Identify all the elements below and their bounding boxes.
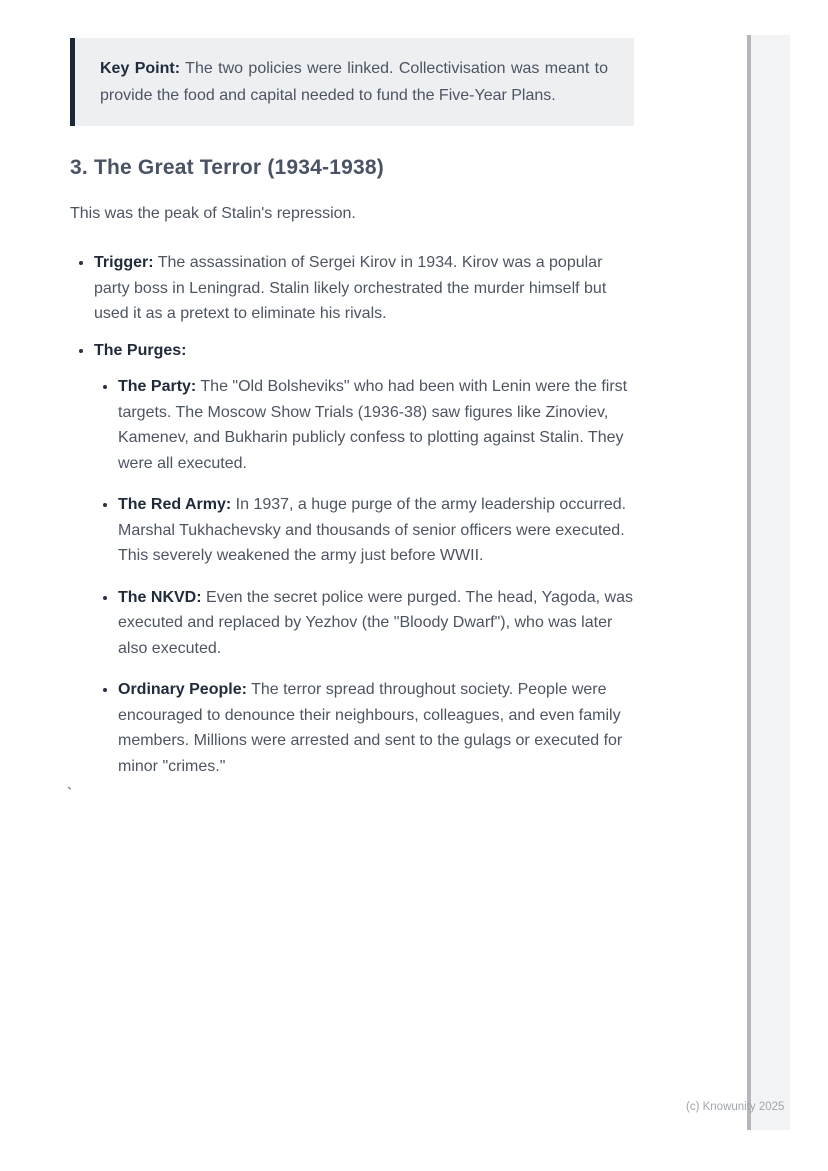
scrollbar[interactable] [747,35,751,1130]
list-item-trigger [94,250,634,327]
key-point-label: Key Point: [100,60,181,77]
list-item-text: In 1937, a huge purge of the army leadership occurred. Marshal Tukhachevsky and thousands of senior officers were executed. This severely weakened the army just before WWII. [118,496,627,564]
list-item-purges [94,338,634,780]
list-item-label: Ordinary People: [118,681,247,698]
list-item-nkvd [118,585,634,662]
list-item-text: Even the secret police were purged. The head, Yagoda, was executed and replaced by Yezhov (the "Bloody Dwarf"), who was later also executed. [118,588,633,657]
list-item-label: Trigger: [94,254,154,271]
document-content [70,38,634,795]
key-point-text: The two policies were linked. Collectivisation was meant to provide the food and capital needed to fund the Five-Year Plans. [100,60,609,104]
list-item-red-army [118,492,634,569]
key-point-callout [70,38,634,126]
stray-backtick-character: ` [67,786,73,803]
list-item-label: The Purges: [94,341,187,359]
intro-paragraph: This was the peak of Stalin's repression. [70,205,356,222]
nested-bullet-list [94,374,634,779]
list-item-label: The Party: [118,378,197,395]
list-item-text: The terror spread throughout society. People were encouraged to denounce their neighbours, colleagues, and even family members. Millions were arrested and sent to the gulags or executed for minor "crimes." [118,681,623,775]
section-heading: 3. The Great Terror (1934-1938) [70,156,384,179]
list-item-label: The NKVD: [118,588,202,606]
bullet-list [70,250,634,779]
list-item-ordinary-people [118,677,634,779]
page-edge-strip [751,35,790,1130]
list-item-text: The assassination of Sergei Kirov in 1934. Kirov was a popular party boss in Leningrad. Stalin likely orchestrated the murder himself but used it as a pretext to eliminate his rivals. [94,254,607,322]
footer-copyright: (c) Knowunity 2025 [686,1101,785,1113]
list-item-the-party [118,374,634,476]
list-item-text: The "Old Bolsheviks" who had been with Lenin were the first targets. The Moscow Show Trials (1936-38) saw figures like Zinoviev, Kamenev, and Bukharin publicly confess to plotting against Stalin. They were all executed. [118,378,628,472]
list-item-label: The Red Army: [118,496,232,513]
